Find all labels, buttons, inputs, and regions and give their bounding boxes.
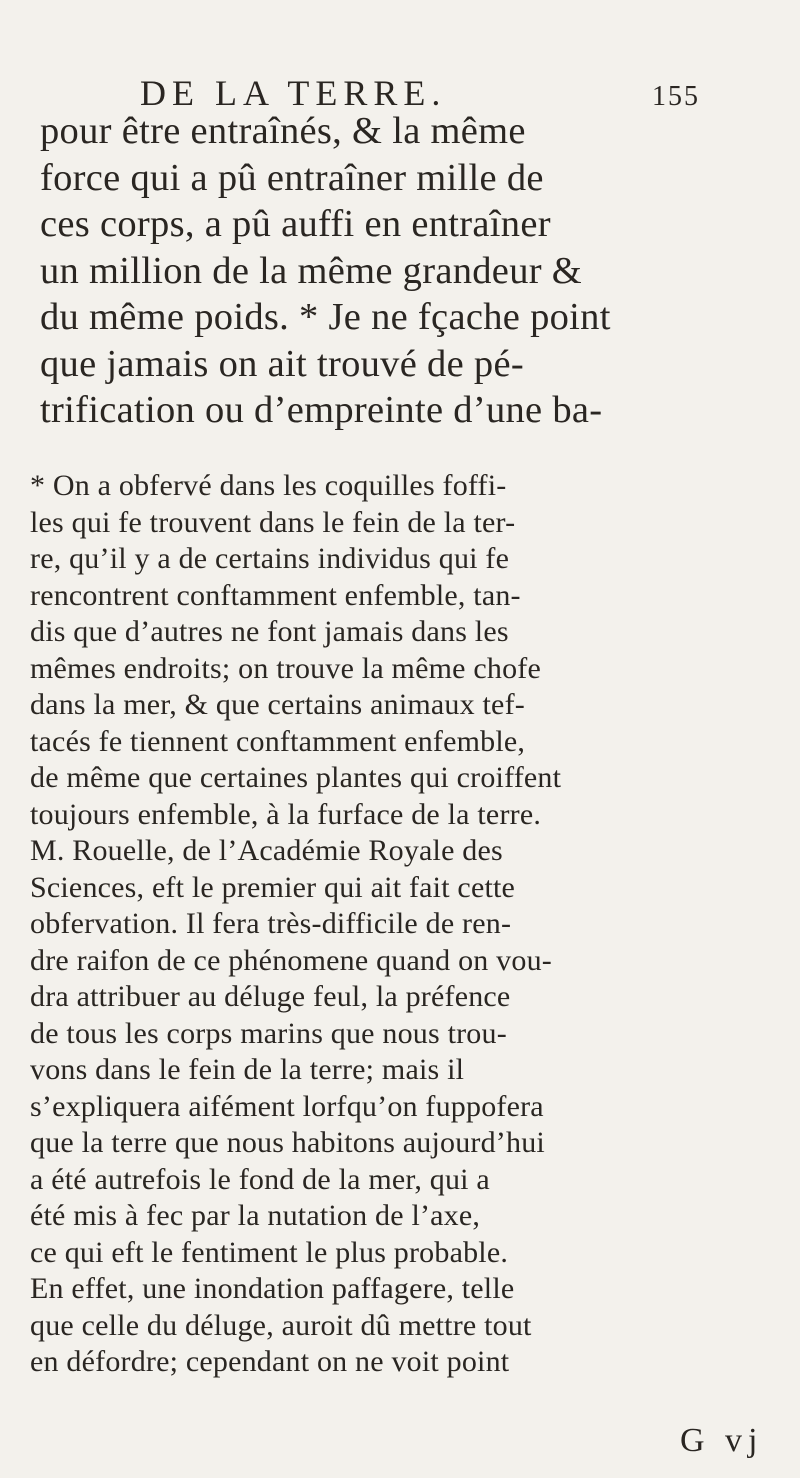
footnote-line: toujours enfemble, à la furface de la terre. <box>30 797 542 831</box>
footnote-line: Sciences, eft le premier qui ait fait cette <box>30 870 516 904</box>
footnote-line: vons dans le fein de la terre; mais il <box>30 1053 465 1086</box>
footnote-line: obfervation. Il fera très-difficile de ren- <box>30 907 512 940</box>
footnote-line: été mis à fec par la nutation de l’axe, <box>30 1199 481 1232</box>
main-text-line: un million de la même grandeur & <box>40 249 583 292</box>
footnote-line: s’expliquera aifément lorfqu’on fuppofera <box>30 1089 544 1123</box>
footnote-line: que celle du déluge, auroit dû mettre tout <box>30 1308 532 1342</box>
footnote-line: En effet, une inondation paffagere, telle <box>30 1272 515 1305</box>
footnote-line: mêmes endroits; on trouve la même chofe <box>30 651 541 685</box>
footnote-line: dis que d’autres ne font jamais dans les <box>30 615 509 648</box>
footnote-line: dra attribuer au déluge feul, la préfence <box>30 980 511 1013</box>
printer-signature-mark: G vj <box>680 1422 764 1459</box>
footnote-line: ce qui eft le fentiment le plus probable. <box>30 1235 509 1269</box>
footnote-line: dans la mer, & que certains animaux tef- <box>30 688 525 721</box>
footnote-line: rencontrent conftamment enfemble, tan- <box>30 578 521 612</box>
main-text-line: force qui a pû entraîner mille de <box>40 156 544 199</box>
footnote-line: M. Rouelle, de l’Académie Royale des <box>30 834 503 867</box>
footnote-line: tacés fe tiennent conftamment enfemble, <box>30 724 526 758</box>
footnote-line: dre raifon de ce phénomene quand on vou- <box>30 943 552 977</box>
footnote-line: de même que certaines plantes qui croiffent <box>30 761 562 794</box>
main-text-line: ces corps, a pû auffi en entraîner <box>40 203 551 245</box>
page-number: 155 <box>652 81 700 112</box>
footnote-line: re, qu’il y a de certains individus qui fe <box>30 542 510 575</box>
main-text-line: pour être entraînés, & la même <box>40 110 526 152</box>
running-title: DE LA TERRE. <box>140 73 447 113</box>
footnote-line: les qui fe trouvent dans le fein de la ter- <box>30 505 516 539</box>
footnote-line: a été autrefois le fond de la mer, qui a <box>30 1162 490 1196</box>
running-header <box>140 72 700 112</box>
main-text-line: trification ou d’empreinte d’une ba- <box>40 389 603 431</box>
main-text-line: que jamais on ait trouvé de pé- <box>40 342 524 385</box>
footnote-block <box>30 468 800 1381</box>
footnote-line: en défordre; cependant on ne voit point <box>30 1345 510 1378</box>
footnote-line: de tous les corps marins que nous trou- <box>30 1016 507 1050</box>
main-text-block <box>40 108 800 434</box>
footnote-line: que la terre que nous habitons aujourd’hui <box>30 1126 545 1159</box>
main-text-line: du même poids. * Je ne fçache point <box>40 296 611 338</box>
footnote-line: * On a obfervé dans les coquilles foffi- <box>30 469 507 502</box>
